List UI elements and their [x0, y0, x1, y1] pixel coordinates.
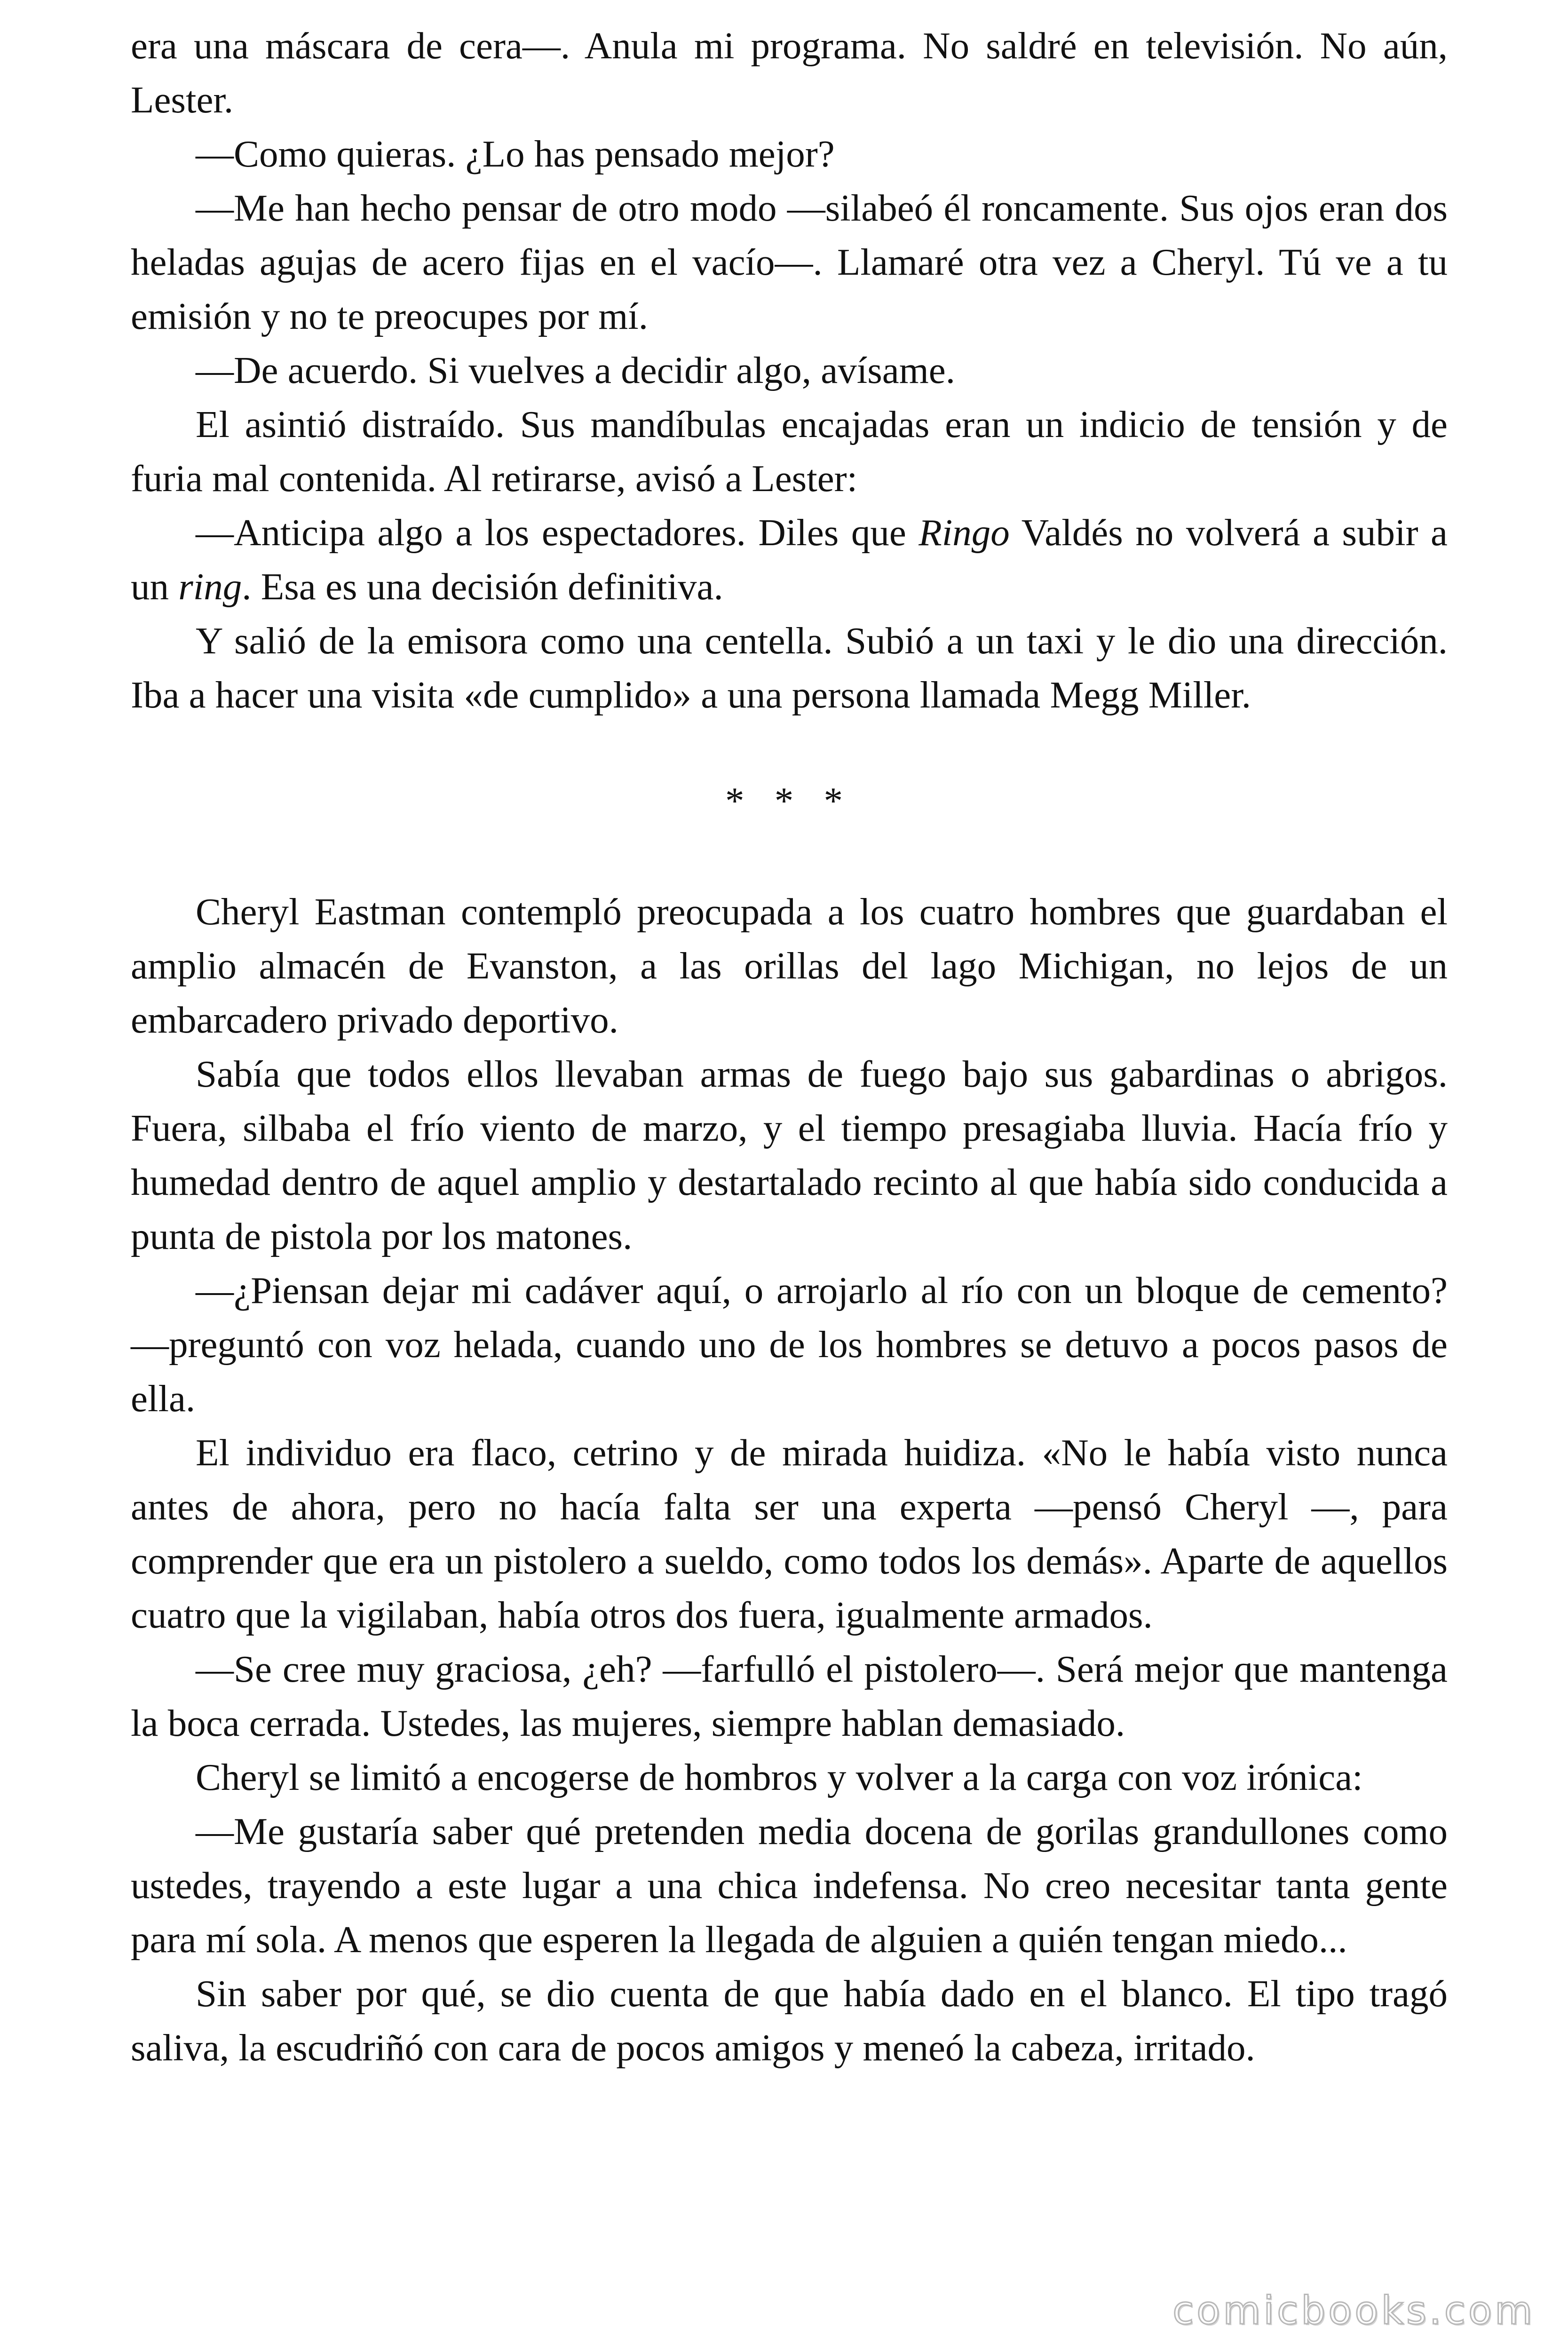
italic-text-run: Ringo [919, 511, 1010, 554]
paragraph-with-italics [131, 506, 1448, 614]
paragraph: era una máscara de cera—. Anula mi programa. No saldré en televisión. No aún, Lester. [131, 24, 1448, 121]
text-run: —Anticipa algo a los espectadores. Diles que [196, 511, 919, 554]
paragraph: Cheryl se limitó a encogerse de hombros y volver a la carga con voz irónica: [196, 1756, 1363, 1798]
paragraph: El asintió distraído. Sus mandíbulas encajadas eran un indicio de tensión y de furia mal contenida. Al retirarse, avisó a Lester: [131, 403, 1448, 500]
paragraph: —Me han hecho pensar de otro modo —silabeó él roncamente. Sus ojos eran dos heladas agujas de acero fijas en el vacío—. Llamaré otra vez a Cheryl. Tú ve a tu emisión y no te preocupes por mí. [131, 187, 1448, 337]
watermark: comicbooks.com [1172, 2288, 1535, 2333]
paragraph: Sabía que todos ellos llevaban armas de fuego bajo sus gabardinas o abrigos. Fuera, silbaba el frío viento de marzo, y el tiempo presagiaba lluvia. Hacía frío y humedad dentro de aquel amplio y destartalado recinto al que había sido conducida a punta de pistola por los matones. [131, 1053, 1448, 1257]
text-run: Valdés no volverá a subir a un [131, 511, 1448, 608]
paragraph: —Me gustaría saber qué pretenden media docena de gorilas grandullones como ustedes, trayendo a este lugar a una chica indefensa. No creo necesitar tanta gente para mí sola. A menos que esperen la llegada de alguien a quién tengan miedo... [131, 1810, 1448, 1961]
paragraph: El individuo era flaco, cetrino y de mirada huidiza. «No le había visto nunca antes de ahora, pero no hacía falta ser una experta —pensó Cheryl —, para comprender que era un pistolero a sueldo, como todos los demás». Aparte de aquellos cuatro que la vigilaban, había otros dos fuera, igualmente armados. [131, 1431, 1448, 1636]
scene-break: * * * [725, 779, 853, 822]
paragraph: —¿Piensan dejar mi cadáver aquí, o arrojarlo al río con un bloque de cemento? —preguntó con voz helada, cuando uno de los hombres se detuvo a pocos pasos de ella. [131, 1269, 1448, 1420]
paragraph: Cheryl Eastman contempló preocupada a los cuatro hombres que guardaban el amplio almacén de Evanston, a las orillas del lago Michigan, no lejos de un embarcadero privado deportivo. [131, 890, 1448, 1041]
paragraph: —De acuerdo. Si vuelves a decidir algo, avísame. [196, 349, 955, 391]
paragraph: Y salió de la emisora como una centella. Subió a un taxi y le dio una dirección. Iba a hacer una visita «de cumplido» a una persona llamada Megg Miller. [131, 620, 1448, 716]
paragraph: —Como quieras. ¿Lo has pensado mejor? [196, 133, 835, 175]
italic-text-run: ring [178, 565, 242, 608]
text-run: . Esa es una decisión definitiva. [242, 565, 723, 608]
paragraph: —Se cree muy graciosa, ¿eh? —farfulló el pistolero—. Será mejor que mantenga la boca cerrada. Ustedes, las mujeres, siempre hablan demasiado. [131, 1648, 1448, 1744]
book-page [131, 19, 1448, 2075]
paragraph: Sin saber por qué, se dio cuenta de que había dado en el blanco. El tipo tragó saliva, la escudriñó con cara de pocos amigos y meneó la cabeza, irritado. [131, 1972, 1448, 2069]
